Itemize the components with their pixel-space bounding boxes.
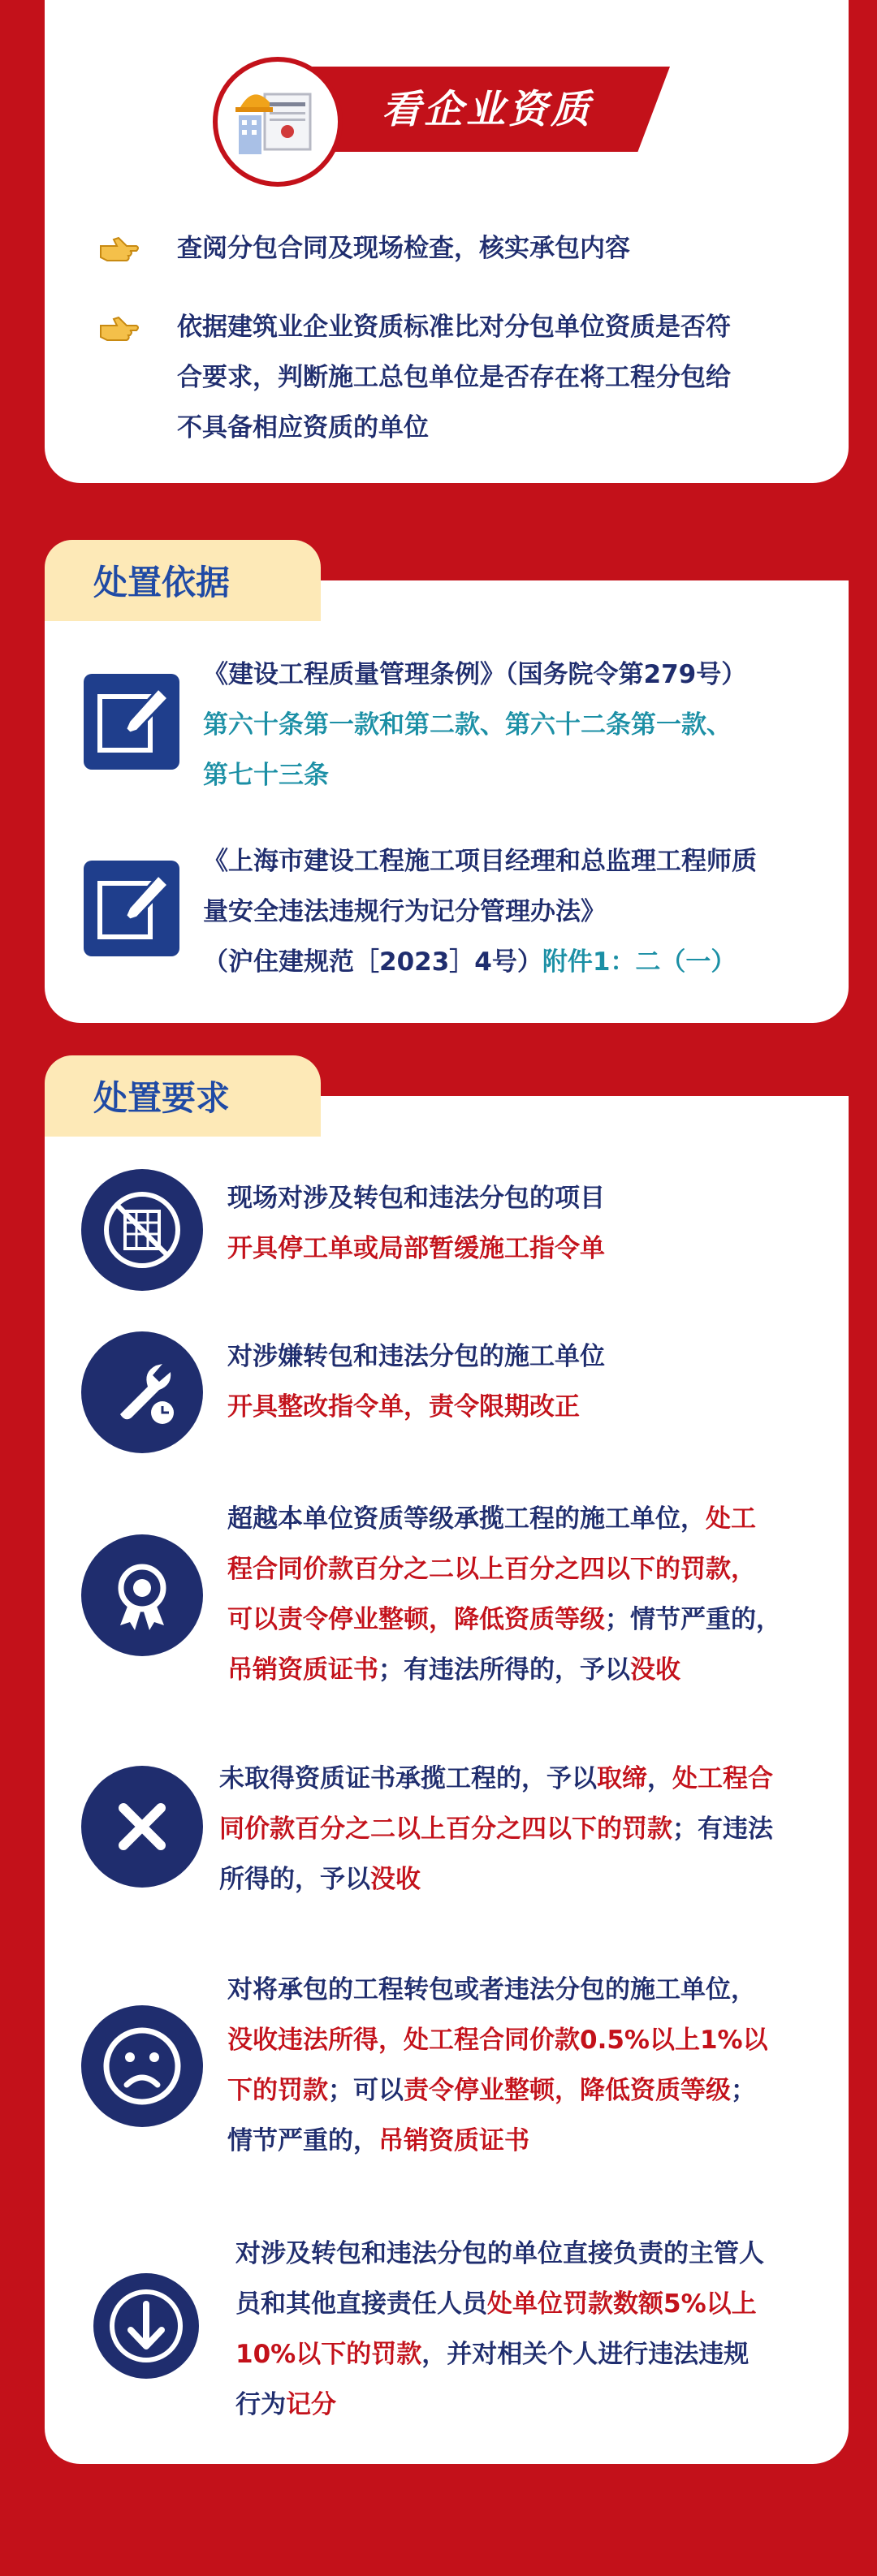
qualification-item-2 [177, 302, 731, 453]
download-arrow-icon [93, 2273, 199, 2379]
basis-item-2-line-3b: 附件1：二（一） [542, 947, 737, 977]
qualification-item-1: 查阅分包合同及现场检查，核实承包内容 [177, 234, 630, 263]
req-item-2-line-1: 对涉嫌转包和违法分包的施工单位 [227, 1342, 605, 1371]
req-item-3 [227, 1494, 781, 1695]
req-item-6-line-3 [235, 2329, 764, 2380]
pointing-hand-icon [97, 235, 140, 267]
req-item-3-l3a: 可以责令停业整顿，降低资质等级 [227, 1605, 605, 1634]
req-item-5-line-1: 对将承包的工程转包或者违法分包的施工单位， [227, 1975, 756, 2004]
req-item-3-l4c: 没收 [630, 1655, 680, 1685]
req-item-5-l4a: 情节严重的， [227, 2126, 378, 2155]
basis-item-1-icon-box [84, 674, 179, 770]
req-item-6-l2a: 员和其他直接责任人员 [235, 2289, 487, 2319]
award-ribbon-icon [81, 1534, 203, 1656]
requirements-tab-label: 处置要求 [93, 1078, 231, 1118]
req-item-3-line-3 [227, 1594, 781, 1645]
req-item-3-l4b: ；有违法所得的，予以 [378, 1655, 630, 1685]
wrench-clock-icon [81, 1331, 203, 1453]
basis-item-2-line-2: 量安全违法违规行为记分管理办法》 [203, 897, 606, 926]
qualification-item-2-line-3: 不具备相应资质的单位 [177, 413, 429, 442]
req-item-4-line-3 [219, 1854, 773, 1905]
basis-item-1-line-1: 《建设工程质量管理条例》（国务院令第279号） [203, 660, 747, 689]
req-item-6-icon [93, 2273, 199, 2379]
req-item-4-l2b: ；有违法 [672, 1814, 773, 1844]
req-item-3-icon [81, 1534, 203, 1656]
req-item-4-l1b: 取缔 [597, 1764, 647, 1793]
basis-item-2-line-1: 《上海市建设工程施工项目经理和总监理工程师质 [203, 847, 757, 876]
req-item-5-l3a: 下的罚款 [227, 2076, 328, 2105]
qualification-title: 看企业资质 [382, 87, 594, 132]
sad-face-icon [81, 2005, 203, 2127]
req-item-4-icon [81, 1766, 203, 1888]
basis-item-2-line-3a: （沪住建规范［2023］4号） [203, 947, 542, 977]
req-item-4-line-2 [219, 1804, 773, 1854]
req-item-6-line-2 [235, 2279, 764, 2329]
req-item-4 [219, 1754, 773, 1905]
req-item-1 [227, 1173, 605, 1274]
req-item-5-l4b: 吊销资质证书 [378, 2126, 529, 2155]
req-item-5-line-2: 没收违法所得，处工程合同价款0.5%以上1%以 [227, 2026, 768, 2055]
req-item-3-line-1 [227, 1494, 781, 1544]
req-item-1-line-1: 现场对涉及转包和违法分包的项目 [227, 1184, 605, 1213]
qualification-item-2-line-1: 依据建筑业企业资质标准比对分包单位资质是否符 [177, 313, 731, 342]
basis-item-2 [203, 836, 757, 987]
qualification-item-2-line-2: 合要求，判断施工总包单位是否存在将工程分包给 [177, 363, 731, 392]
req-item-1-icon [81, 1169, 203, 1291]
req-item-4-l1d: 处工程合 [672, 1764, 773, 1793]
req-item-4-line-1 [219, 1754, 773, 1804]
basis-item-1-line-2: 第六十条第一款和第二款、第六十二条第一款、 [203, 710, 732, 740]
basis-tab-label: 处置依据 [93, 563, 231, 602]
req-item-5-icon [81, 2005, 203, 2127]
qualification-badge [213, 57, 343, 187]
req-item-6-line-1: 对涉及转包和违法分包的单位直接负责的主管人 [235, 2239, 764, 2268]
certificate-helmet-icon [218, 62, 338, 182]
basis-item-2-line-3 [203, 937, 757, 987]
pointing-hand-icon [97, 314, 140, 347]
req-item-5-line-3 [227, 2065, 768, 2116]
req-item-3-line-2: 程合同价款百分之二以上百分之四以下的罚款， [227, 1555, 756, 1584]
req-item-1-line-2: 开具停工单或局部暂缓施工指令单 [227, 1234, 605, 1263]
req-item-3-l4a: 吊销资质证书 [227, 1655, 378, 1685]
req-item-6-line-4 [235, 2380, 764, 2430]
basis-item-1 [203, 649, 746, 800]
req-item-3-line-4 [227, 1645, 781, 1695]
pen-edit-icon [84, 674, 179, 770]
basis-item-2-icon-box [84, 861, 179, 956]
req-item-5-l3d: ； [731, 2076, 756, 2105]
req-item-4-l3b: 没收 [370, 1865, 421, 1894]
req-item-2-icon [81, 1331, 203, 1453]
req-item-4-l2a: 同价款百分之二以上百分之四以下的罚款 [219, 1814, 672, 1844]
basis-item-1-line-3: 第七十三条 [203, 761, 329, 790]
req-item-6-l3b: ，并对相关个人进行违法违规 [421, 2340, 750, 2369]
req-item-5-line-4 [227, 2116, 768, 2166]
req-item-6-l4a: 行为 [235, 2390, 286, 2419]
close-x-icon [81, 1766, 203, 1888]
req-item-4-l1a: 未取得资质证书承揽工程的，予以 [219, 1764, 597, 1793]
req-item-2 [227, 1331, 605, 1432]
req-item-2-line-2: 开具整改指令单，责令限期改正 [227, 1392, 580, 1422]
req-item-6 [235, 2229, 764, 2430]
no-construction-icon [81, 1169, 203, 1291]
req-item-4-l1c: ， [647, 1764, 672, 1793]
req-item-5-l3b: ；可以 [328, 2076, 404, 2105]
req-item-5 [227, 1965, 768, 2166]
req-item-4-l3a: 所得的，予以 [219, 1865, 370, 1894]
req-item-6-l2b: 处单位罚款数额5%以上 [487, 2289, 757, 2319]
pen-edit-icon [84, 861, 179, 956]
req-item-6-l3a: 10%以下的罚款 [235, 2340, 422, 2369]
req-item-3-l1a: 超越本单位资质等级承揽工程的施工单位， [227, 1504, 706, 1534]
req-item-5-l3c: 责令停业整顿，降低资质等级 [404, 2076, 731, 2105]
req-item-3-l3b: ；情节严重的， [605, 1605, 781, 1634]
req-item-3-l1b: 处工 [706, 1504, 756, 1534]
req-item-6-l4b: 记分 [286, 2390, 336, 2419]
